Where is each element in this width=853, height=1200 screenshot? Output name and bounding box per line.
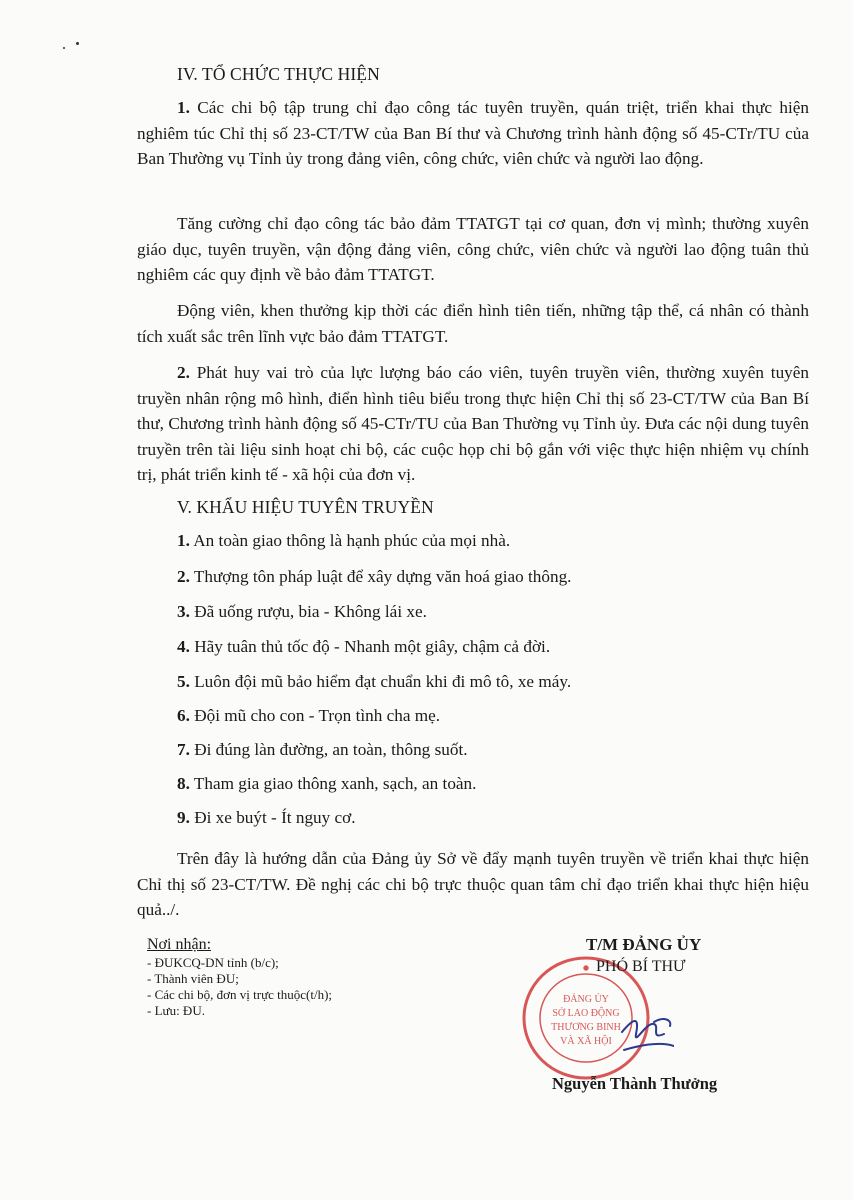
slogan-item [177,808,356,828]
slogan-text: Tham gia giao thông xanh, sạch, an toàn. [189,774,477,793]
slogan-item [177,531,510,551]
slogan-number: 9. [177,808,190,827]
seal-star-icon [584,966,588,970]
seal-text-line-1: ĐẢNG ỦY [563,994,609,1005]
section-4-paragraph-2: Tăng cường chỉ đạo công tác bảo đảm TTATGT tại cơ quan, đơn vị mình; thường xuyên giáo dục, tuyên truyền, vận động đảng viên, công chức, viên chức và người lao động tuân thủ nghiêm các quy định về bảo đảm TTATGT. [137,214,809,284]
slogan-text: Đã uống rượu, bia - Không lái xe. [189,602,427,621]
section-4-heading: IV. TỔ CHỨC THỰC HIỆN [177,64,380,84]
paragraph-number: 2. [177,363,190,382]
seal-text-line-3: THƯƠNG BINH [551,1022,621,1033]
recipient-item: - Thành viên ĐU; [147,971,239,986]
recipients-list [147,955,447,1019]
recipient-item: - Lưu: ĐU. [147,1003,205,1018]
section-4-paragraph-1 [137,95,809,172]
slogan-number: 5. [177,672,190,691]
scan-speck [63,47,65,49]
closing-paragraph: Trên đây là hướng dẫn của Đảng ủy Sở về đẩy mạnh tuyên truyền về triển khai thực hiện Chỉ thị số 23-CT/TW. Đề nghị các chi bộ trực thuộc quan tâm chỉ đạo triển khai thực hiện hiệu quả../. [137,849,809,919]
paragraph-number: 1. [177,98,190,117]
slogan-item [177,637,550,657]
slogan-text: Luôn đội mũ bảo hiểm đạt chuẩn khi đi mô tô, xe máy. [189,672,572,691]
signature-title: T/M ĐẢNG ỦY [586,935,702,954]
slogan-number: 1. [177,531,190,550]
slogan-item [177,740,468,760]
recipients-block [147,936,447,1019]
scan-speck [76,42,79,45]
section-4-paragraph-3: Động viên, khen thưởng kịp thời các điển hình tiên tiến, những tập thể, cá nhân có thành tích xuất sắc trên lĩnh vực bảo đảm TTATGT. [137,301,809,346]
section-5-heading: V. KHẨU HIỆU TUYÊN TRUYỀN [177,497,434,517]
slogan-item [177,602,427,622]
slogan-text: Đội mũ cho con - Trọn tình cha mẹ. [189,706,441,725]
slogan-number: 8. [177,774,190,793]
slogan-text: Đi đúng làn đường, an toàn, thông suốt. [189,740,468,759]
slogan-item [177,672,571,692]
seal-text-line-2: SỞ LAO ĐỘNG [552,1008,620,1019]
seal-text-line-4: VÀ XÃ HỘI [560,1036,612,1047]
paragraph-text: Các chi bộ tập trung chỉ đạo công tác tuyên truyền, quán triệt, triển khai thực hiện nghiêm túc Chỉ thị số 23-CT/TW của Ban Bí thư và Chương trình hành động số 45-CTr/TU của Ban Thường vụ Tỉnh ủy trong đảng viên, công chức, viên chức và người lao động. [137,98,809,168]
slogan-item [177,706,440,726]
slogan-text: An toàn giao thông là hạnh phúc của mọi nhà. [189,531,511,550]
slogan-number: 7. [177,740,190,759]
paragraph-text: Phát huy vai trò của lực lượng báo cáo viên, tuyên truyền viên, thường xuyên tuyên truyền nhân rộng mô hình, điển hình tiêu biểu trong thực hiện Chỉ thị số 23-CT/TW của Ban Bí thư, Chương trình hành động số 45-CTr/TU của Ban Thường vụ Tỉnh ủy. Đưa các nội dung tuyên truyền trên tài liệu sinh hoạt chi bộ, các cuộc họp chi bộ gắn với việc thực hiện nhiệm vụ chính trị, phát triển kinh tế - xã hội của đơn vị. [137,363,809,484]
slogan-number: 3. [177,602,190,621]
slogan-number: 2. [177,567,190,586]
slogan-text: Hãy tuân thủ tốc độ - Nhanh một giây, chậm cả đời. [189,637,551,656]
slogan-text: Đi xe buýt - Ít nguy cơ. [189,808,356,827]
signer-name: Nguyễn Thành Thưởng [552,1074,718,1093]
slogan-item [177,567,571,587]
slogan-number: 6. [177,706,190,725]
signature-subtitle: PHÓ BÍ THƯ [596,958,686,975]
recipient-item: - ĐUKCQ-DN tỉnh (b/c); [147,955,279,970]
slogan-text: Thượng tôn pháp luật để xây dựng văn hoá giao thông. [189,567,572,586]
section-4-paragraph-4 [137,360,809,488]
recipients-title: Nơi nhận: [147,936,212,953]
slogan-number: 4. [177,637,190,656]
recipient-item: - Các chi bộ, đơn vị trực thuộc(t/h); [147,987,333,1002]
slogan-item [177,774,476,794]
